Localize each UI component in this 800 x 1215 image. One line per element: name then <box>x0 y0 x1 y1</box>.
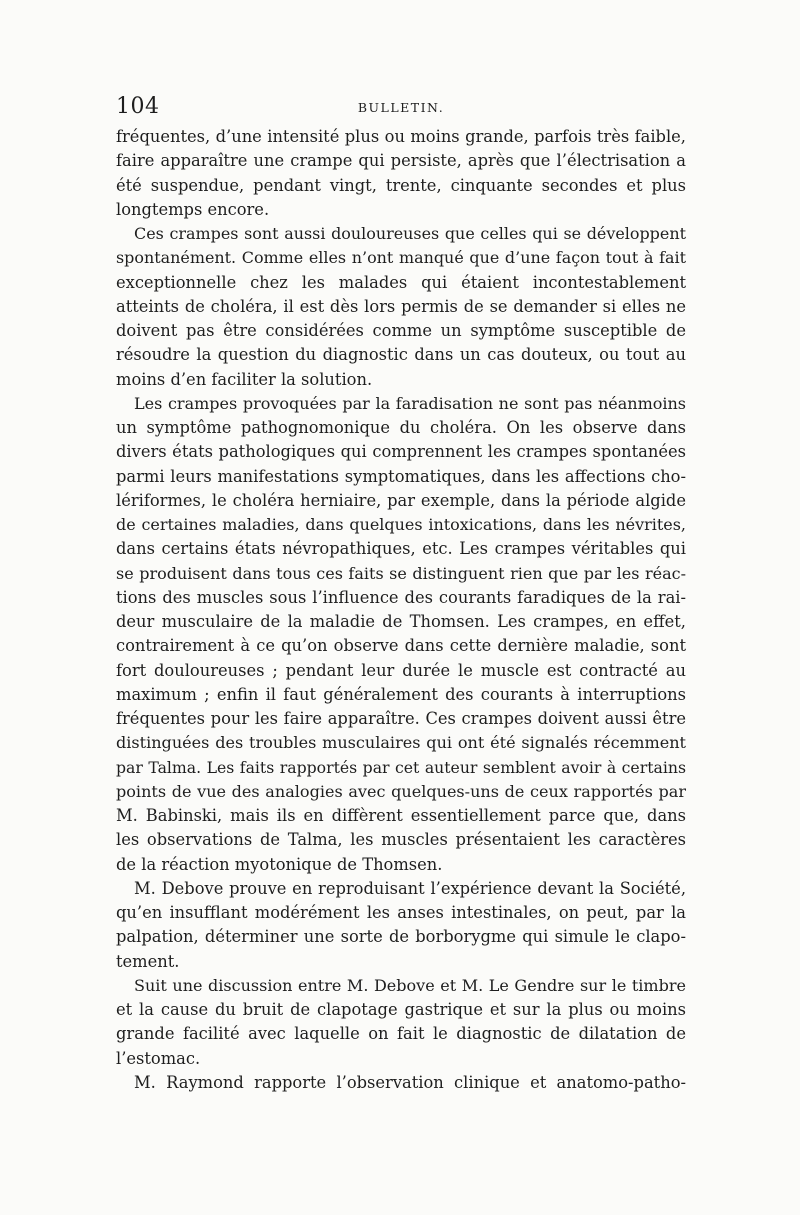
text-line: fréquentes pour les faire apparaître. Ces crampes doivent aussi être <box>116 709 686 728</box>
text-line: longtemps encore. <box>116 199 270 219</box>
text-line: de certaines maladies, dans quelques intoxications, dans les névrites, <box>116 515 686 534</box>
text-line: tions des muscles sous l’influence des courants faradiques de la rai- <box>116 587 686 607</box>
text-line: tement. <box>116 951 180 971</box>
text-line: un symptôme pathognomonique du choléra. On les observe dans <box>116 418 686 437</box>
text-line: atteints de choléra, il est dès lors permis de se demander si elles ne <box>116 296 686 316</box>
text-line: moins d’en faciliter la solution. <box>116 369 373 389</box>
text-line: Ces crampes sont aussi douloureuses que celles qui se développent <box>134 224 686 243</box>
text-line: dans certains états névropathiques, etc. Les crampes véritables qui <box>116 539 686 559</box>
running-head: BULLETIN. <box>357 100 445 115</box>
text-line: se produisent dans tous ces faits se distinguent rien que par les réac- <box>116 563 686 583</box>
text-line: exceptionnelle chez les malades qui étaient incontestablement <box>116 272 686 292</box>
text-line: qu’en insufflant modérément les anses intestinales, on peut, par la <box>116 903 686 922</box>
body-text <box>116 125 686 1095</box>
text-line: divers états pathologiques qui comprennent les crampes spontanées <box>116 442 686 462</box>
text-line: faire apparaître une crampe qui persiste, après que l’électrisation a <box>116 151 686 171</box>
text-line: M. Raymond rapporte l’observation clinique et anatomo-patho- <box>134 1072 686 1092</box>
text-line: l’estomac. <box>116 1048 201 1068</box>
text-line: distinguées des troubles musculaires qui ont été signalés récemment <box>116 733 686 753</box>
text-line: Suit une discussion entre M. Debove et M. Le Gendre sur le timbre <box>134 975 686 995</box>
text-line: parmi leurs manifestations symptomatiques, dans les affections cho- <box>116 466 686 486</box>
text-line: contrairement à ce qu’on observe dans cette dernière maladie, sont <box>116 636 686 656</box>
text-line: M. Debove prouve en reproduisant l’expérience devant la Société, <box>134 878 686 898</box>
text-line: fort douloureuses ; pendant leur durée le muscle est contracté au <box>116 660 686 680</box>
text-line: les observations de Talma, les muscles présentaient les caractères <box>116 830 686 850</box>
text-line: Les crampes provoquées par la faradisation ne sont pas néanmoins <box>134 393 686 413</box>
text-line: de la réaction myotonique de Thomsen. <box>116 854 443 874</box>
page-header <box>116 92 686 122</box>
page-number: 104 <box>116 94 160 119</box>
text-line: fréquentes, d’une intensité plus ou moins grande, parfois très faible, <box>116 127 686 146</box>
text-line: spontanément. Comme elles n’ont manqué que d’une façon tout à fait <box>116 248 686 268</box>
text-line: lériformes, le choléra herniaire, par exemple, dans la période algide <box>116 490 686 510</box>
text-line: et la cause du bruit de clapotage gastrique et sur la plus ou moins <box>116 1000 686 1019</box>
text-line: points de vue des analogies avec quelques-uns de ceux rapportés par <box>116 781 686 801</box>
text-line: M. Babinski, mais ils en diffèrent essentiellement parce que, dans <box>116 806 686 825</box>
text-line: par Talma. Les faits rapportés par cet auteur semblent avoir à certains <box>116 757 686 777</box>
text-line: grande facilité avec laquelle on fait le diagnostic de dilatation de <box>116 1024 686 1044</box>
text-line: doivent pas être considérées comme un symptôme susceptible de <box>116 321 686 340</box>
text-line: résoudre la question du diagnostic dans un cas douteux, ou tout au <box>116 345 686 365</box>
text-line: palpation, déterminer une sorte de borborygme qui simule le clapo- <box>116 927 686 947</box>
text-line: maximum ; enfin il faut généralement des courants à interruptions <box>116 684 686 704</box>
text-line: été suspendue, pendant vingt, trente, cinquante secondes et plus <box>116 175 686 195</box>
text-line: deur musculaire de la maladie de Thomsen. Les crampes, en effet, <box>116 612 686 631</box>
